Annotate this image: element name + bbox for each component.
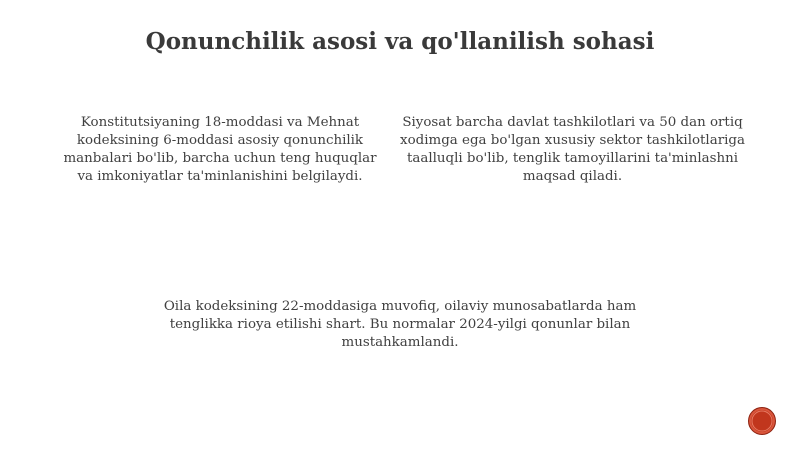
paragraph-policy-scope: Siyosat barcha davlat tashkilotlari va 50 dan ortiq xodimga ega bo'lgan xususiy sektor tashkilotlariga taalluqli bo'lib, tenglik tamoyillarini ta'minlashni maqsad qiladi. [400, 115, 745, 184]
slide-title: Qonunchilik asosi va qo'llanilish sohasi [145, 28, 655, 55]
paragraph-family-code: Oila kodeksining 22-moddasiga muvofiq, oilaviy munosabatlarda ham tenglikka rioya etilishi shart. Bu normalar 2024-yilgi qonunlar bilan mustahkamlandi. [163, 299, 637, 350]
circle-nav-icon [749, 408, 775, 434]
paragraph-constitution: Konstitutsiyaning 18-moddasi va Mehnat kodeksining 6-moddasi asosiy qonunchilik manbalari bo'lib, barcha uchun teng huquqlar va imkoniyatlar ta'minlanishini belgilaydi. [63, 115, 377, 184]
slide-nav-button[interactable] [748, 407, 776, 435]
